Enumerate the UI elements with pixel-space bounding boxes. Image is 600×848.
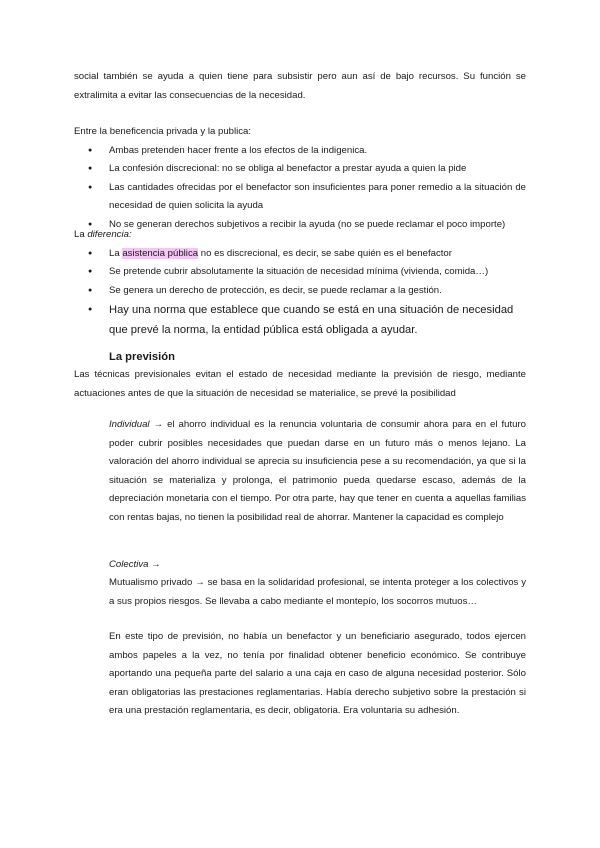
list-item: ● Se genera un derecho de protección, es decir, se puede reclamar a la gestión.: [74, 282, 526, 301]
beneficencia-section: [74, 123, 526, 234]
individual-paragraph: Individual → el ahorro individual es la renuncia voluntaria de consumir ahora para en el futuro poder cubrir posibles necesidades que puedan darse en un futuro más o menos lejano. La valoración del ahorro individual se aprecia su insuficiencia pese a su recomendación, ya que si la situación se materializa y prolonga, el patrimonio pueda quedarse escaso, además de la depreciación monetaria con el tiempo. Por otra parte, hay que tener en cuenta a aquellas familias con rentas bajas, no tienen la posibilidad real de ahorrar. Mantener la capacidad es complejo: [109, 419, 526, 523]
prevision-title: La previsión: [109, 351, 175, 363]
beneficencia-list: [74, 142, 526, 235]
prevision-intro: Las técnicas previsionales evitan el estado de necesidad mediante la previsión de riesgo, mediante actuaciones antes de que la situación de necesidad se materialice, se prevé la posibilidad: [74, 369, 526, 399]
diferencia-section: [74, 226, 526, 340]
intro-paragraph: social también se ayuda a quien tiene para subsistir pero aun así de bajo recursos. Su función se extralimita a evitar las consecuencias de la necesidad.: [74, 71, 526, 101]
colectiva-label: Colectiva →: [109, 559, 161, 570]
list-item: ● No se generan derechos subjetivos a recibir la ayuda (no se puede reclamar el poco importe): [74, 216, 526, 235]
diferencia-list: [74, 245, 526, 341]
list-item: ● Hay una norma que establece que cuando se está en una situación de necesidad que prevé la norma, la entidad pública está obligada a ayudar.: [74, 300, 526, 340]
list-item: ● Las cantidades ofrecidas por el benefactor son insuficientes para poner remedio a la situación de necesidad de quien solicita la ayuda: [74, 179, 526, 216]
individual-label: Individual →: [109, 419, 164, 430]
list-item: ● Ambas pretenden hacer frente a los efectos de la indigenica.: [74, 142, 526, 161]
highlighted-text: asistencia pública: [122, 247, 199, 259]
beneficencia-heading: Entre la beneficencia privada y la publica:: [74, 126, 252, 137]
list-item: ● La confesión discrecional: no se obliga al benefactor a prestar ayuda a quien la pide: [74, 160, 526, 179]
tipo-paragraph: En este tipo de previsión, no había un benefactor y un beneficiario asegurado, todos ejercen ambos papeles a la vez, no tenía por finalidad obtener beneficio económico. Se contribuye aportando una pequeña parte del salario a una caja en caso de alguna necesidad posterior. Sólo eran obligatorias las prestaciones reglamentarias. Había derecho subjetivo sobre la prestación si era una prestación reglamentaria, es decir, obligatoria. Era voluntaria su adhesión.: [109, 631, 526, 717]
list-item: ● Se pretende cubrir absolutamente la situación de necesidad mínima (vivienda, comida…): [74, 263, 526, 282]
diferencia-heading: La diferencia:: [74, 229, 132, 240]
mutualismo-paragraph: Mutualismo privado → se basa en la solidaridad profesional, se intenta proteger a los colectivos y a sus propios riesgos. Se llevaba a cabo mediante el montepío, los socorros mutuos…: [109, 577, 526, 607]
list-item: ● La asistencia pública no es discrecional, es decir, se sabe quién es el benefactor: [74, 245, 526, 264]
